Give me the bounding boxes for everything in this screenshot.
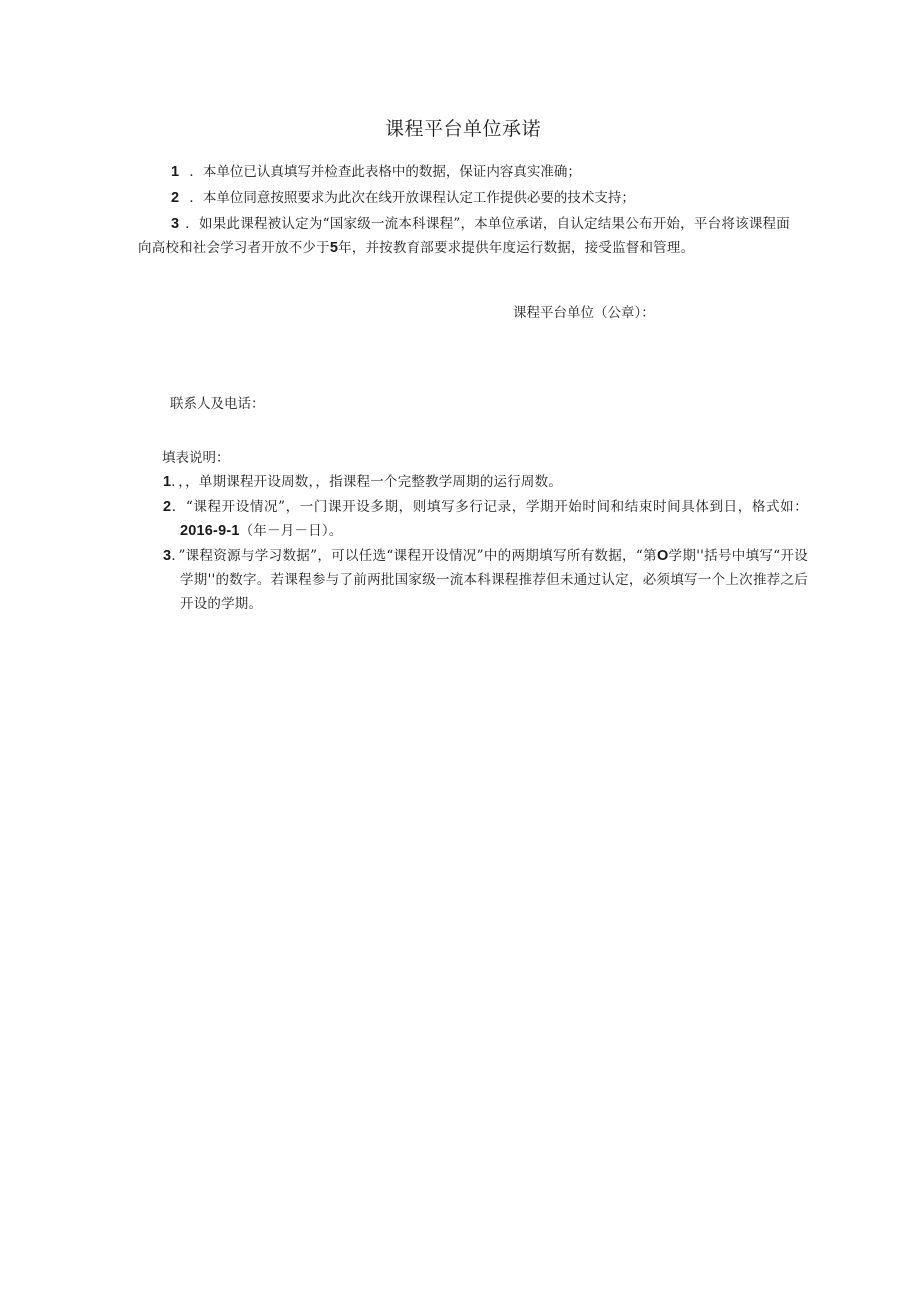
commitment-text: ．如果此课程被认定为“国家级一流本科课程”，本单位承诺，自认定结果公布开始，平台将该课程面向高校和社会学习者开放不少于 xyxy=(138,216,790,256)
note-number: 2 xyxy=(163,499,172,515)
date-format-example: 2016-9-1 xyxy=(180,523,240,539)
note-3 xyxy=(163,544,808,616)
note-text: ．“课程开设情况”，一门课开设多期，则填写多行记录，学期开始时间和结束时间具体到日，格式如： xyxy=(171,499,808,515)
note-number: 1 xyxy=(163,474,172,490)
note-number: 3 xyxy=(163,548,172,564)
note-text-continued: （年－月－日）。 xyxy=(239,523,343,539)
commitment-number: 1 xyxy=(171,164,180,180)
contact-label: 联系人及电话： xyxy=(170,396,265,412)
note-text: ．”课程资源与学习数据”，可以任选“课程开设情况”中的两期填写所有数据，“第 xyxy=(171,548,657,564)
commitment-text: ．本单位同意按照要求为此次在线开放课程认定工作提供必要的技术支持； xyxy=(189,190,635,206)
note-text-continued: 学期''括号中填写“开设学期''的数字。若课程参与了前两批国家级一流本科课程推荐但未通过认定，必须填写一个上次推荐之后开设的学期。 xyxy=(180,548,808,612)
note-1 xyxy=(163,470,808,494)
document-title: 课程平台单位承诺 xyxy=(384,118,541,140)
commitment-number: 3 xyxy=(171,216,180,232)
open-years-value: 5 xyxy=(329,240,339,256)
seal-label: 课程平台单位（公章）： xyxy=(513,305,655,321)
commitment-1 xyxy=(171,160,581,184)
commitment-2 xyxy=(171,186,635,210)
semester-mark: O xyxy=(656,548,669,564)
note-2 xyxy=(163,495,808,543)
commitment-number: 2 xyxy=(171,190,180,206)
notes-heading: 填表说明： xyxy=(162,450,230,466)
commitment-3 xyxy=(138,212,790,260)
commitment-text-continued: 年，并按教育部要求提供年度运行数据，接受监督和管理。 xyxy=(338,240,695,256)
commitment-text: ．本单位已认真填写并检查此表格中的数据，保证内容真实准确； xyxy=(189,164,581,180)
note-text: ．，，单期课程开设周数，，指课程一个完整教学周期的运行周数。 xyxy=(171,474,563,490)
